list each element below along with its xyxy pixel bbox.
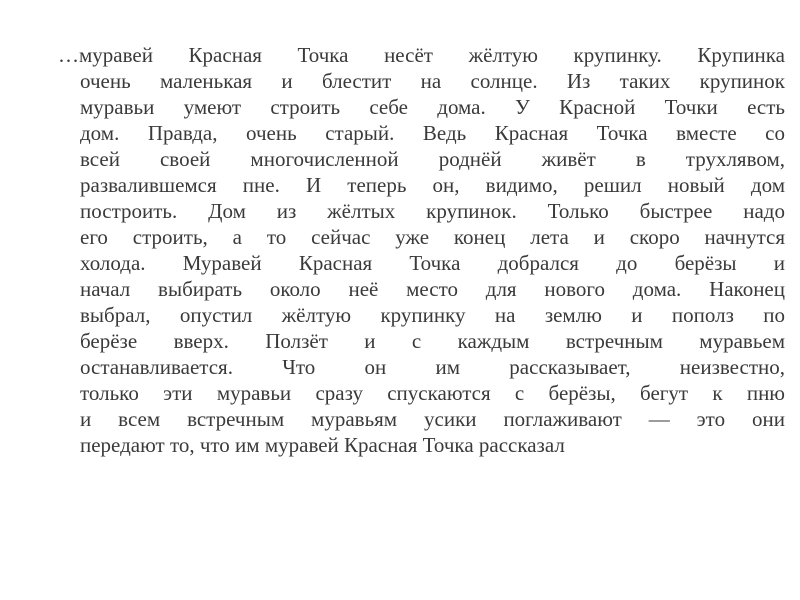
text-line-6: развалившемся пне. И теперь он, видимо, решил новый дом — [80, 173, 785, 197]
text-line-13: останавливается. Что он им рассказывает, неизвестно, — [80, 355, 785, 379]
text-line-5: всей своей многочисленной роднёй живёт в трухлявом, — [80, 147, 785, 171]
text-line-16: передают то, что им муравей Красная Точка рассказал — [80, 433, 565, 457]
text-line-1: …муравей Красная Точка несёт жёлтую крупинку. Крупинка — [58, 43, 785, 67]
text-line-14: только эти муравьи сразу спускаются с берёзы, бегут к пню — [80, 381, 785, 405]
text-line-12: берёзе вверх. Ползёт и с каждым встречным муравьем — [80, 329, 785, 353]
text-line-3: муравьи умеют строить себе дома. У Красной Точки есть — [80, 95, 785, 119]
text-line-15: и всем встречным муравьям усики поглаживают — это они — [80, 407, 785, 431]
text-line-7: построить. Дом из жёлтых крупинок. Только быстрее надо — [80, 199, 785, 223]
text-line-11: выбрал, опустил жёлтую крупинку на землю и пополз по — [80, 303, 785, 327]
text-line-2: очень маленькая и блестит на солнце. Из таких крупинок — [80, 69, 785, 93]
story-text — [58, 42, 785, 458]
text-line-9: холода. Муравей Красная Точка добрался до берёзы и — [80, 251, 785, 275]
text-line-8: его строить, а то сейчас уже конец лета и скоро начнутся — [80, 225, 785, 249]
text-line-10: начал выбирать около неё место для нового дома. Наконец — [80, 277, 785, 301]
text-line-4: дом. Правда, очень старый. Ведь Красная Точка вместе со — [80, 121, 785, 145]
